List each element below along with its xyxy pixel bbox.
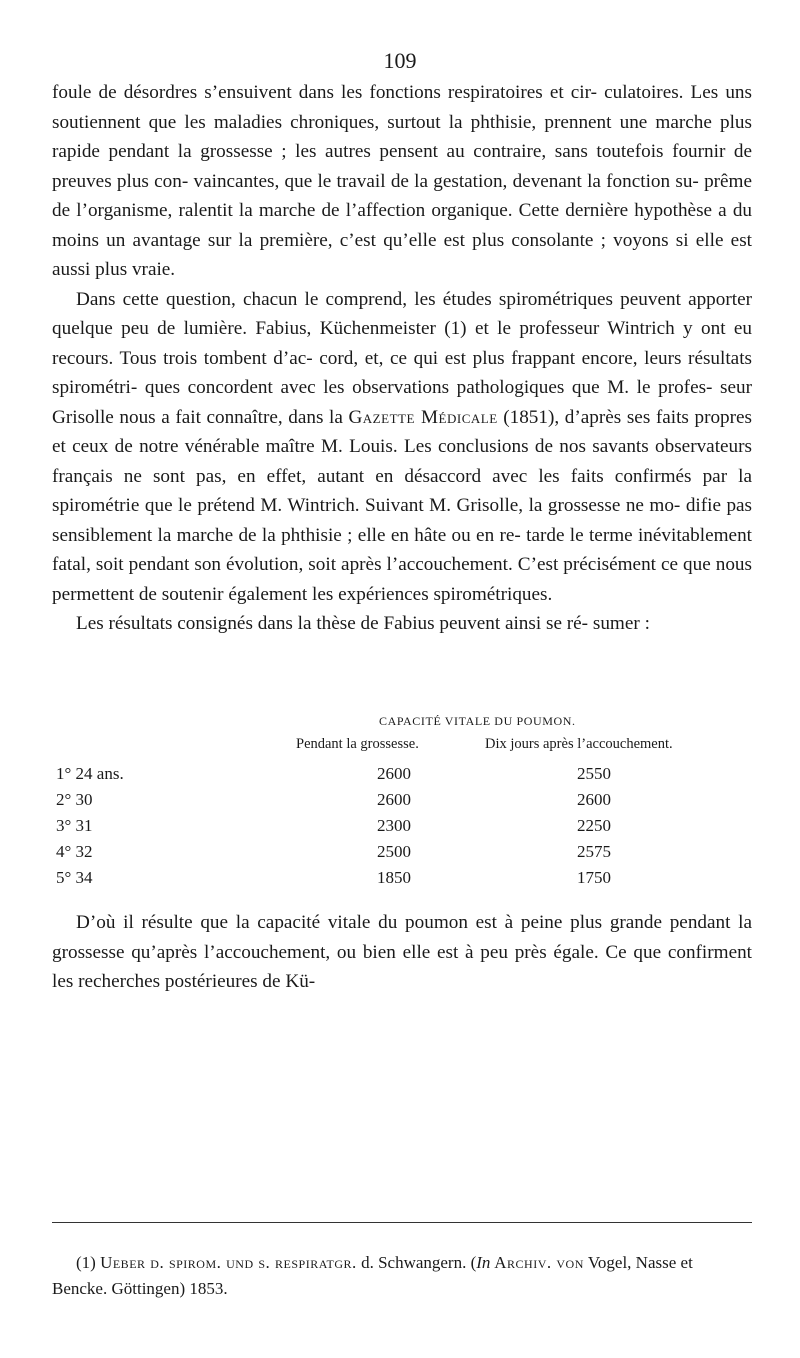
- value-during: 2600: [377, 790, 411, 809]
- text-line: seur Grisolle nous a fait connaître, dans la: [52, 377, 753, 428]
- journal-title: Gazette Médicale: [348, 406, 498, 428]
- text-line: prême de l’organisme, ralentit la marche de l’affection organique.: [52, 170, 753, 221]
- footnote: [52, 1250, 752, 1302]
- text-line: d’après ses faits propres et ceux de notre vénérable maître M. Louis.: [52, 406, 753, 457]
- table-title: CAPACITÉ VITALE DU POUMON.: [379, 714, 576, 728]
- row-label: 3° 31: [56, 816, 93, 835]
- value-after: 2550: [577, 764, 611, 783]
- text-line: autres pensent au contraire, sans toutefois fournir de preuves plus con-: [52, 141, 753, 192]
- text-line: foule de désordres s’ensuivent dans les fonctions respiratoires et cir-: [52, 82, 597, 103]
- footnote-part: von: [551, 1253, 584, 1272]
- text-line: D’où il résulte que la capacité vitale du poumon est à peine plus: [76, 912, 603, 933]
- text-line: culatoires. Les uns soutiennent que les maladies chroniques, surtout: [52, 82, 752, 133]
- value-after: 2575: [577, 842, 611, 861]
- table-row: [52, 816, 752, 840]
- row-label: 4° 32: [56, 842, 93, 861]
- footnote-archiv: Archiv.: [490, 1253, 552, 1272]
- text-line: Les résultats consignés dans la thèse de Fabius peuvent ainsi se ré-: [76, 613, 589, 634]
- text-line: peuvent apporter quelque peu de lumière. Fabius, Küchenmeister (1): [52, 288, 752, 339]
- text-line: soutenir également les expériences spirométriques.: [161, 583, 553, 605]
- row-label: 1° 24 ans.: [56, 764, 124, 783]
- text-line: sumer :: [592, 613, 650, 634]
- body-text: [52, 78, 752, 639]
- value-during: 1850: [377, 868, 411, 887]
- value-after: 2250: [577, 816, 611, 835]
- footnote-part: d. Schwangern. (: [356, 1253, 477, 1272]
- text-line: ques concordent avec les observations pathologiques que M. le profes-: [144, 377, 713, 398]
- table-row: [52, 790, 752, 814]
- text-line: à peu près égale. Ce que confirment les recherches postérieures de Kü-: [52, 941, 753, 992]
- value-during: 2500: [377, 842, 411, 861]
- text-line: cord, et, ce qui est plus frappant encore, leurs résultats spirométri-: [52, 347, 752, 398]
- text-line: Dans cette question, chacun le comprend, les études spirométriques: [76, 288, 613, 310]
- page-number: 109: [383, 48, 417, 73]
- text-line: Cette dernière hypothèse a du moins un avantage sur la première, c’est: [52, 200, 753, 251]
- table-row: [52, 764, 752, 788]
- text-line: grande pendant la grossesse qu’après l’accouchement, ou bien elle est: [52, 912, 753, 963]
- table-row: [52, 868, 752, 892]
- text-line: difie pas sensiblement la marche de la phthisie ; elle en hâte ou en re-: [52, 495, 753, 546]
- text-line: vaincantes, que le travail de la gestation, devenant la fonction su-: [193, 170, 699, 192]
- value-after: 2600: [577, 790, 611, 809]
- paragraph-4: [52, 908, 752, 997]
- paragraph-2: [52, 285, 752, 610]
- text-line: après l’accouchement. C’est précisément ce que nous permettent de: [52, 554, 752, 605]
- footnote-text: [52, 1250, 752, 1302]
- text-line: Les conclusions de nos savants observateurs français ne sont pas, en: [52, 436, 752, 487]
- value-during: 2600: [377, 764, 411, 783]
- paragraph-1: [52, 78, 752, 285]
- column-header-after: Dix jours après l’accouchement.: [485, 736, 673, 752]
- paragraph-3: [52, 609, 752, 639]
- footnote-in: In: [476, 1253, 491, 1272]
- value-during: 2300: [377, 816, 411, 835]
- row-label: 5° 34: [56, 868, 93, 887]
- footnote-title: Ueber d. spirom. und s. respiratgr.: [100, 1253, 357, 1272]
- text-line: effet, autant en désaccord avec les faits confirmés par la spirométrie: [52, 465, 752, 516]
- footnote-line-2: Vogel, Nasse et Bencke. Göttingen) 1853.: [52, 1253, 693, 1298]
- value-after: 1750: [577, 868, 611, 887]
- footnote-marker: (1): [76, 1253, 101, 1272]
- conclusion-text: [52, 908, 752, 997]
- text-line: qu’elle est plus consolante ; voyons si elle est aussi plus vraie.: [52, 229, 752, 280]
- text-line: tarde le terme inévitablement fatal, soit pendant son évolution, soit: [52, 524, 752, 575]
- column-header-during: Pendant la grossesse.: [296, 736, 419, 752]
- text-line: et le professeur Wintrich y ont eu recours. Tous trois tombent d’ac-: [52, 318, 752, 369]
- text-line: la phthisie, prennent une marche plus rapide pendant la grossesse ; les: [52, 111, 752, 162]
- footnote-divider: [52, 1222, 752, 1223]
- table-row: [52, 842, 752, 866]
- text-line: que le prétend M. Wintrich. Suivant M. Grisolle, la grossesse ne mo-: [144, 495, 681, 516]
- row-label: 2° 30: [56, 790, 93, 809]
- text-line: (1851),: [497, 406, 560, 428]
